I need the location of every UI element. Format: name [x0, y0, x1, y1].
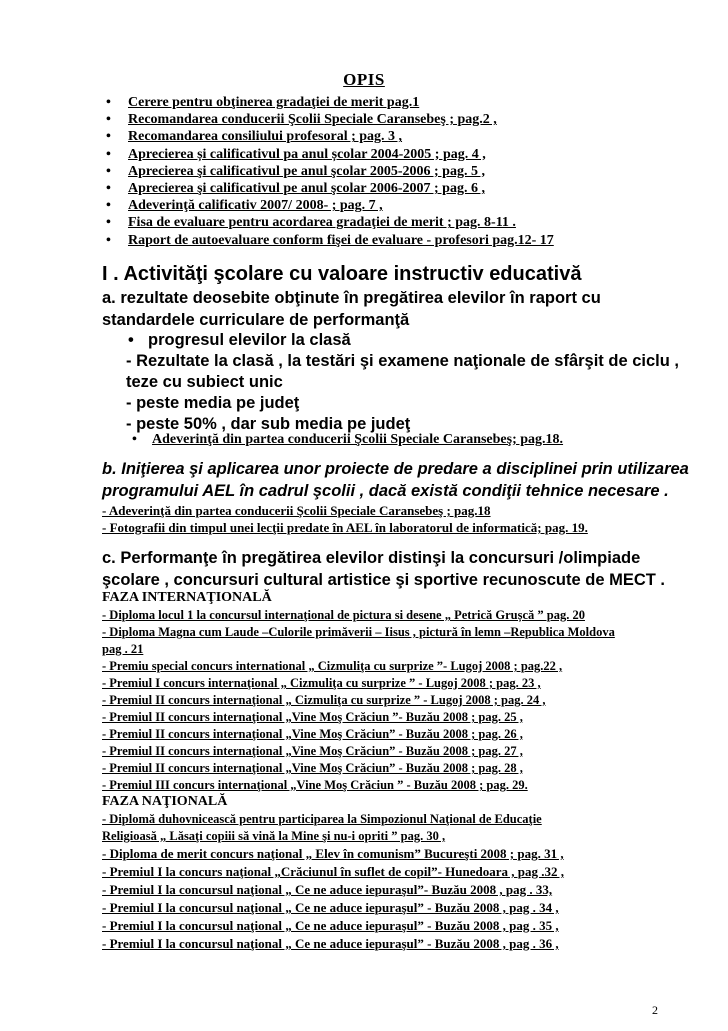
opis-item: • Aprecierea şi calificativul pe anul şcolar 2005-2006 ; pag. 5 , [128, 163, 718, 180]
section-b-line: programului AEL în cadrul şcolii , dacă există condiţii tehnice necesare . [102, 482, 669, 500]
intl-item: - Premiul II concurs internaţional „Vine Moş Crăciun ”- Buzău 2008 ; pag. 25 , [102, 710, 523, 724]
national-item: - Diplomă duhovnicească pentru participarea la Simpozionul Naţional de Educaţie [102, 812, 542, 826]
intl-item: - Premiul III concurs internaţional „Vine Moş Crăciun ” - Buzău 2008 ; pag. 29. [102, 778, 528, 792]
section-c-line: c. Performanţe în pregătirea elevilor distinşi la concursuri /olimpiade [102, 549, 641, 567]
above-average-line: - peste media pe judeţ [126, 394, 300, 412]
opis-item: • Fisa de evaluare pentru acordarea gradaţiei de merit ; pag. 8-11 . [128, 214, 718, 231]
results-line: - Rezultate la clasă , la testări şi examene naţionale de sfârşit de ciclu , [126, 352, 679, 370]
page-number: 2 [652, 1003, 658, 1017]
opis-item: • Recomandarea conducerii Şcolii Speciale Caransebeş ; pag.2 , [128, 111, 718, 128]
national-item: - Premiul I la concursul naţional „ Ce ne aduce iepuraşul” - Buzău 2008 , pag . 34 , [102, 900, 559, 915]
intl-item: pag . 21 [102, 642, 144, 656]
above-50-line: - peste 50% , dar sub media pe judeţ [126, 415, 411, 433]
opis-item: • Aprecierea şi calificativul pe anul şcolar 2006-2007 ; pag. 6 , [128, 180, 718, 197]
intl-item: - Premiu special concurs international „ Cizmuliţa cu surprize ”- Lugoj 2008 ; pag.22 , [102, 659, 563, 673]
section-b-item: - Adeverinţă din partea conducerii Şcolii Speciale Caransebeş ; pag.18 [102, 503, 491, 518]
section-b-line: b. Iniţierea şi aplicarea unor proiecte de predare a disciplinei prin utilizarea [102, 460, 689, 478]
national-item: - Premiul I la concursul naţional „ Ce ne aduce iepuraşul”- Buzău 2008 , pag . 33, [102, 882, 553, 897]
national-item: - Diploma de merit concurs naţional „ Elev în comunism” Bucureşti 2008 ; pag. 31 , [102, 846, 564, 861]
opis-item: • Cerere pentru obţinerea gradaţiei de merit pag.1 [128, 94, 718, 111]
adeverinta-item: • Adeverinţă din partea conducerii Şcolii Speciale Caransebeş; pag.18. [152, 432, 563, 448]
intl-item: - Diploma locul 1 la concursul internaţional de pictura si desene „ Petrică Grușcă ” pag. 20 [102, 608, 585, 622]
page-title: OPIS [343, 70, 385, 89]
section-b-item: - Fotografii din timpul unei lecţii predate în AEL în laboratorul de informatică; pag. 19. [102, 520, 588, 535]
national-item: - Premiul I la concursul naţional „ Ce ne aduce iepuraşul” - Buzău 2008 , pag . 35 , [102, 918, 559, 933]
intl-item: - Premiul I concurs internaţional „ Cizmuliţa cu surprize ” - Lugoj 2008 ; pag. 23 , [102, 676, 541, 690]
results-line: teze cu subiect unic [126, 373, 283, 391]
opis-item: • Aprecierea și calificativul pa anul școlar 2004-2005 ; pag. 4 , [128, 146, 718, 163]
national-item: - Premiul I la concursul naţional „ Ce ne aduce iepuraşul” - Buzău 2008 , pag . 36 , [102, 936, 559, 951]
intl-item: - Premiul II concurs internaţional „Vine Moş Crăciun” - Buzău 2008 ; pag. 26 , [102, 727, 523, 741]
national-item: Religioasă „ Lăsaţi copiii să vină la Mine şi nu-i opriti ” pag. 30 , [102, 829, 446, 843]
intl-item: - Premiul II concurs internaţional „Vine Moş Crăciun” - Buzău 2008 ; pag. 28 , [102, 761, 523, 775]
intl-item: - Premiul II concurs internaţional „Vine Moş Crăciun” - Buzău 2008 ; pag. 27 , [102, 744, 523, 758]
section-a-line: a. rezultate deosebite obţinute în pregătirea elevilor în raport cu [102, 289, 601, 307]
progress-item: • progresul elevilor la clasă [148, 331, 351, 350]
national-item: - Premiul I la concurs naţional „Crăciunul în suflet de copil”- Hunedoara , pag .32 , [102, 864, 565, 879]
intl-item: - Premiul II concurs internaţional „ Cizmuliţa cu surprize ” - Lugoj 2008 ; pag. 24 , [102, 693, 546, 707]
national-heading: FAZA NAŢIONALĂ [102, 794, 228, 809]
opis-item: • Raport de autoevaluare conform fişei de evaluare - profesori pag.12- 17 [128, 232, 718, 249]
intl-item: - Diploma Magna cum Laude –Culorile primăverii – Iisus , pictură în lemn –Republica Moldova [102, 625, 615, 639]
section-c-line: şcolare , concursuri cultural artistice şi sportive recunoscute de MECT . [102, 571, 666, 589]
section-heading: I . Activităţi şcolare cu valoare instructiv educativă [102, 263, 582, 285]
intl-heading: FAZA INTERNAŢIONALĂ [102, 590, 272, 605]
opis-item: • Adeverinţă calificativ 2007/ 2008- ; pag. 7 , [128, 197, 718, 214]
section-a-line: standardele curriculare de performanţă [102, 311, 410, 329]
opis-list [128, 94, 718, 249]
opis-item: • Recomandarea consiliului profesoral ; pag. 3 , [128, 128, 718, 145]
